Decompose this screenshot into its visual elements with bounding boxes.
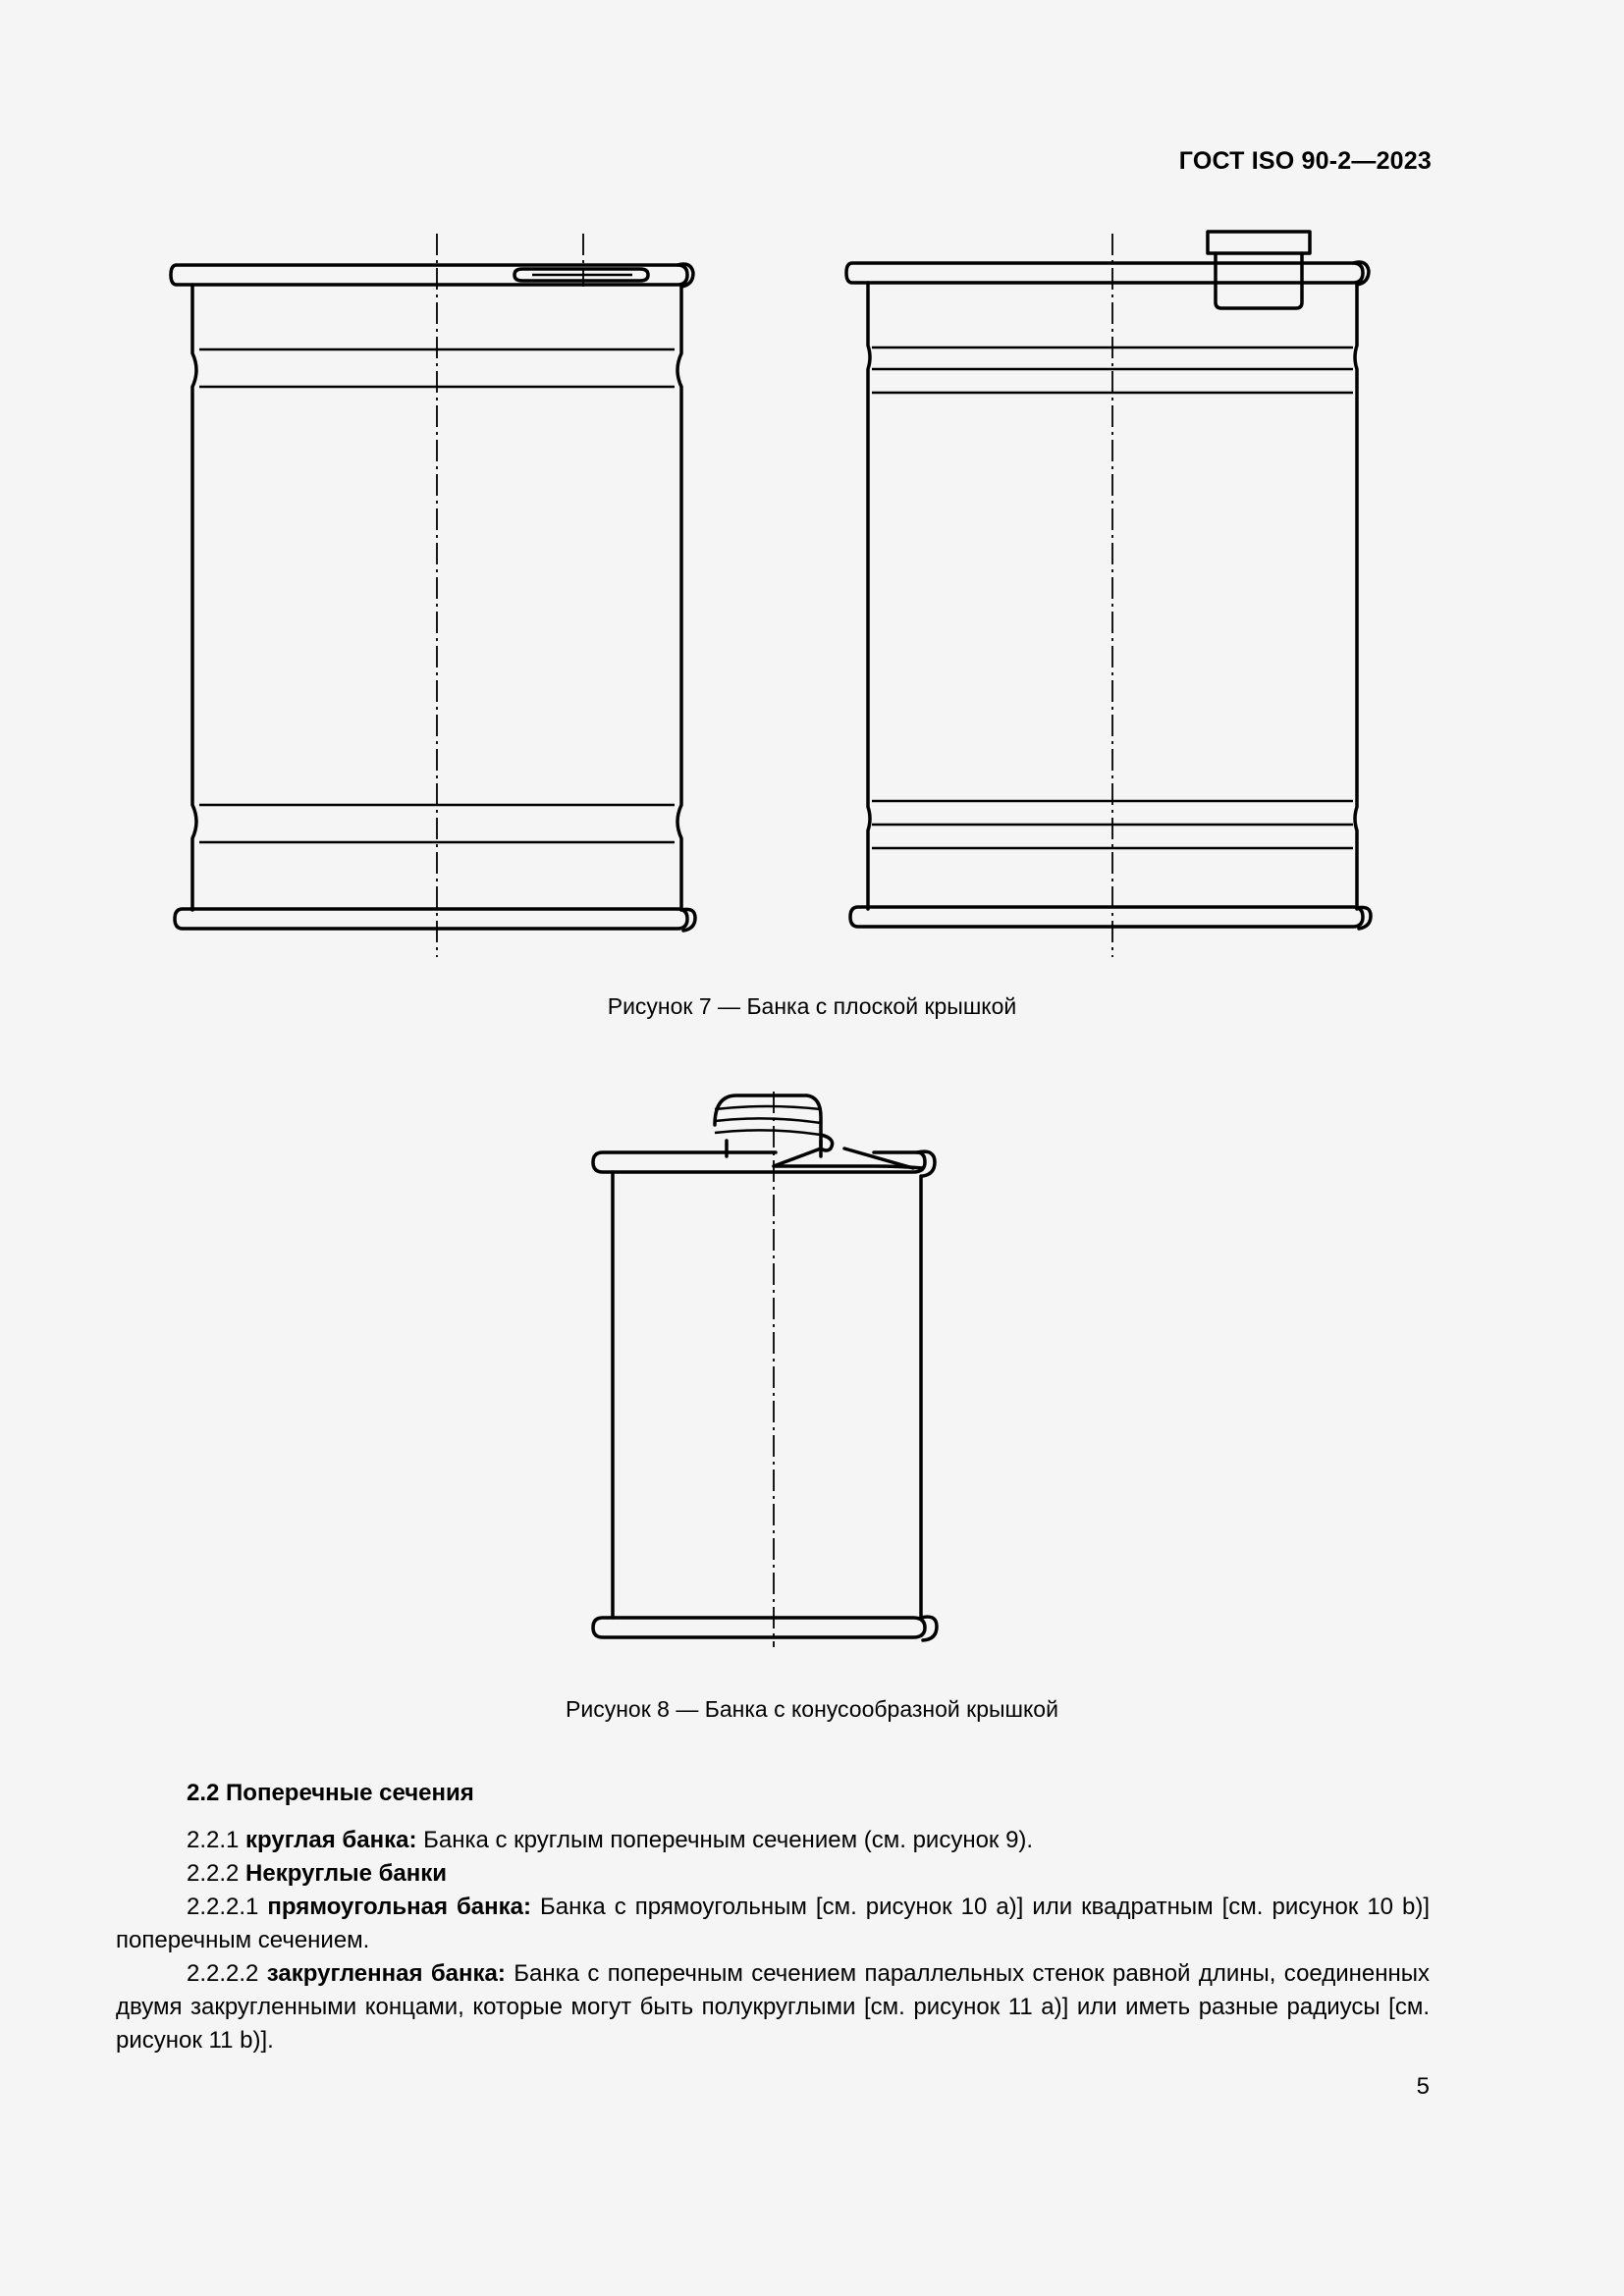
paragraph-2-2-2-2 — [116, 1957, 1430, 2057]
paragraph-number: 2.2.1 — [187, 1827, 246, 1853]
figure8-can-drawing — [589, 1088, 962, 1657]
figure8-caption: Рисунок 8 — Банка с конусообразной крышкой — [566, 1696, 1058, 1722]
paragraph-number: 2.2.2.1 — [187, 1894, 268, 1920]
paragraph-number: 2.2.2 — [187, 1860, 246, 1887]
paragraph-2-2-1 — [116, 1824, 1430, 1857]
paragraph-number: 2.2.2.2 — [187, 1960, 267, 1987]
definition: Банка с поперечным сечением параллельных стенок равной длины, соединенных двумя закругленными концами, которые могут быть полукруглыми [см. рисунок 11 а)] или иметь разные радиусы [см. рисунок 11 b)]. — [116, 1960, 1431, 2054]
section-title: 2.2 Поперечные сечения — [187, 1780, 474, 1806]
document-id-header: ГОСТ ISO 90-2—2023 — [1178, 147, 1432, 175]
paragraph-2-2-2 — [116, 1857, 1430, 1891]
definition: Банка с прямоугольным [см. рисунок 10 а)] или квадратным [см. рисунок 10 b)] поперечным сечением. — [116, 1894, 1431, 1953]
section-2-2-text — [116, 1777, 1430, 2057]
term: круглая банка: — [245, 1827, 417, 1853]
figure7-can-left-drawing — [167, 226, 707, 962]
term: закругленная банка: — [266, 1960, 506, 1987]
figure7-can-right-drawing — [842, 226, 1382, 962]
page-number: 5 — [1416, 2073, 1430, 2100]
figure7-caption: Рисунок 7 — Банка с плоской крышкой — [607, 993, 1017, 1019]
definition: Банка с круглым поперечным сечением (см. рисунок 9). — [416, 1827, 1034, 1853]
term: Некруглые банки — [245, 1860, 448, 1887]
paragraph-2-2-2-1 — [116, 1891, 1430, 1957]
term: прямоугольная банка: — [267, 1894, 531, 1920]
